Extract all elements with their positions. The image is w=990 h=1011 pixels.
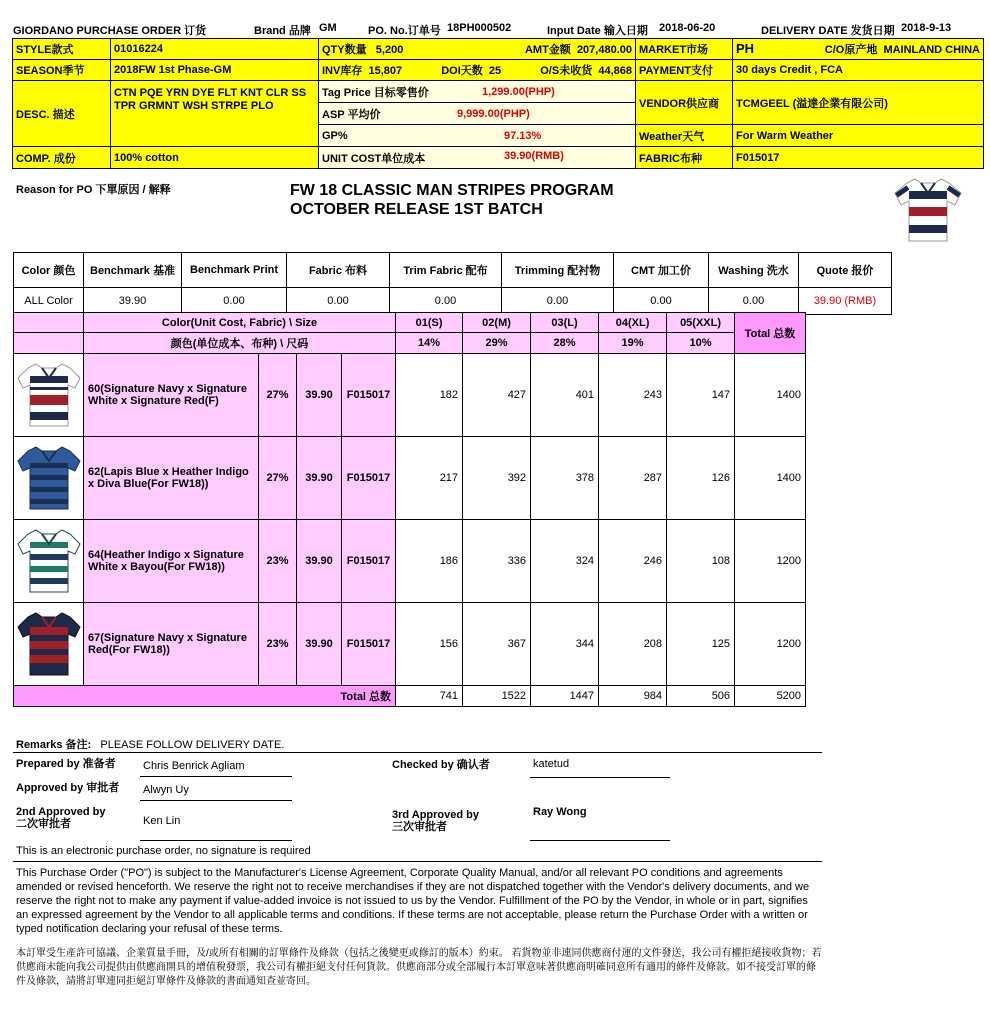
divider	[140, 800, 292, 801]
row-total: 1400	[735, 437, 806, 520]
row-qty-xxl: 125	[667, 603, 735, 686]
doi-label: DOI天数	[441, 65, 483, 77]
total-l: 1447	[531, 686, 599, 707]
row-pct: 23%	[259, 520, 297, 603]
shirt-icon	[16, 526, 82, 596]
shirt-icon	[16, 609, 82, 679]
input-date-value: 2018-06-20	[659, 22, 716, 34]
cost-value-trimming: 0.00	[502, 288, 614, 315]
unit-cost-label: UNIT COST单位成本	[322, 152, 426, 165]
program-headline	[290, 181, 614, 219]
doi-value: 25	[488, 65, 502, 77]
row-qty-s: 186	[396, 520, 463, 603]
third-approved-value: Ray Wong	[533, 806, 587, 818]
size-breakdown-table	[13, 312, 806, 707]
color-thumb	[14, 437, 84, 520]
tag-price-label: Tag Price 目标零售价	[322, 86, 429, 99]
amt-value: 207,480.00	[576, 44, 632, 56]
row-color-name: 60(Signature Navy x Signature White x Signature Red(F)	[84, 354, 259, 437]
row-qty-s: 156	[396, 603, 463, 686]
unit-cost-cell	[319, 147, 636, 169]
row-pct: 27%	[259, 354, 297, 437]
comp-value: 100% cotton	[111, 147, 319, 169]
divider	[13, 752, 822, 753]
prepared-by-label: Prepared by 准备者	[16, 758, 116, 770]
table-row	[14, 437, 806, 520]
delivery-date-label: DELIVERY DATE 发货日期	[761, 25, 895, 37]
desc-label: DESC. 描述	[13, 81, 111, 147]
vendor-value: TCMGEEL (溢達企業有限公司)	[733, 81, 984, 125]
reason-for-po-label: Reason for PO 下單原因 / 解释	[16, 184, 171, 196]
size-header-xxl: 05(XXL)	[667, 313, 735, 333]
gp-label: GP%	[322, 129, 348, 142]
market-co-cell	[733, 39, 984, 60]
row-cost: 39.90	[297, 603, 342, 686]
row-qty-l: 324	[531, 520, 599, 603]
comp-label: COMP. 成份	[13, 147, 111, 169]
size-header-color-en: Color(Unit Cost, Fabric) \ Size	[84, 313, 396, 333]
color-thumb	[14, 603, 84, 686]
shirt-icon	[16, 443, 82, 513]
size-pct-l: 28%	[531, 333, 599, 354]
delivery-date-value: 2018-9-13	[901, 22, 952, 34]
row-qty-xl: 246	[599, 520, 667, 603]
cost-header-cmt: CMT 加工价	[614, 253, 709, 288]
brand-label: Brand 品牌	[254, 25, 311, 37]
desc-value: CTN PQE YRN DYE FLT KNT CLR SS TPR GRMNT WSH STRPE PLO	[111, 81, 319, 147]
row-qty-l: 378	[531, 437, 599, 520]
row-qty-l: 401	[531, 354, 599, 437]
second-approved-label-cn: 二次审批者	[16, 818, 71, 830]
po-header-line	[13, 20, 983, 36]
row-pct: 23%	[259, 603, 297, 686]
headline-line-1: FW 18 CLASSIC MAN STRIPES PROGRAM	[290, 182, 614, 199]
total-xxl: 506	[667, 686, 735, 707]
table-row	[14, 354, 806, 437]
os-label: O/S未收货	[540, 65, 593, 77]
second-approved-label-en: 2nd Approved by	[16, 806, 106, 818]
color-thumb	[14, 354, 84, 437]
payment-label: PAYMENT支付	[636, 60, 733, 81]
season-value: 2018FW 1st Phase-GM	[111, 60, 319, 81]
prepared-by-value: Chris Benrick Agliam	[143, 760, 245, 772]
row-qty-xl: 243	[599, 354, 667, 437]
row-color-name: 62(Lapis Blue x Heather Indigo x Diva Blue(For FW18))	[84, 437, 259, 520]
row-qty-s: 182	[396, 354, 463, 437]
unit-cost-value: 39.90(RMB)	[504, 149, 564, 162]
fabric-value: F015017	[733, 147, 984, 169]
row-total: 1200	[735, 520, 806, 603]
size-header-m: 02(M)	[463, 313, 531, 333]
totals-row	[14, 686, 806, 707]
inventory-cell	[319, 60, 636, 81]
season-label: SEASON季节	[13, 60, 111, 81]
cost-header-washing: Washing 洗水	[709, 253, 799, 288]
cost-value-trim-fabric: 0.00	[390, 288, 502, 315]
gp-value: 97.13%	[504, 129, 542, 142]
row-qty-m: 336	[463, 520, 531, 603]
amt-label: AMT金额	[524, 44, 571, 56]
row-total: 1200	[735, 603, 806, 686]
inv-label: INV库存	[322, 65, 363, 77]
co-label: C/O原产地	[824, 44, 878, 56]
inv-value: 15,807	[368, 65, 403, 77]
row-cost: 39.90	[297, 437, 342, 520]
divider	[530, 840, 670, 841]
shirt-icon	[893, 175, 963, 245]
cost-value-benchmark-print: 0.00	[182, 288, 287, 315]
brand-value: GM	[319, 22, 337, 34]
cost-value-cmt: 0.00	[614, 288, 709, 315]
cost-header-trim-fabric: Trim Fabric 配布	[390, 253, 502, 288]
fabric-label: FABRIC布种	[636, 147, 733, 169]
terms-english: This Purchase Order ("PO") is subject to the Manufacturer's License Agreement, Corporate Quality Manual, and/or all relevant PO conditions and agreements amended or revised henceforth. We reserve the right not to receive merchandises if they are not dispatched together with the Vendor's delivery documents, and we reserve the right not to make any payment if value-added invoice is not issued to us by the Vendor. Fulfillment of the PO by the Vendor, in whole or in part, signifies an expressed agreement by the Vendor to all applicable terms and conditions. If these terms are not acceptable, please return the Purchase Order with a written or typed notification declaring your refusal of these terms.	[16, 867, 810, 935]
total-xl: 984	[599, 686, 667, 707]
color-thumb	[14, 520, 84, 603]
cost-header-fabric: Fabric 布料	[287, 253, 390, 288]
input-date-label: Input Date 输入日期	[547, 25, 648, 37]
row-qty-m: 427	[463, 354, 531, 437]
row-cost: 39.90	[297, 520, 342, 603]
remarks-label: Remarks 备注:	[16, 739, 92, 751]
size-header-s: 01(S)	[396, 313, 463, 333]
size-pct-m: 29%	[463, 333, 531, 354]
size-pct-xl: 19%	[599, 333, 667, 354]
market-value: PH	[736, 41, 755, 56]
po-title: GIORDANO PURCHASE ORDER 订货	[13, 25, 207, 37]
cost-value-benchmark: 39.90	[84, 288, 182, 315]
tag-price-value: 1,299.00(PHP)	[482, 85, 555, 98]
row-color-name: 64(Heather Indigo x Signature White x Bayou(For FW18))	[84, 520, 259, 603]
table-row	[14, 603, 806, 686]
row-color-name: 67(Signature Navy x Signature Red(For FW18))	[84, 603, 259, 686]
gp-cell	[319, 125, 636, 147]
qty-amt-cell	[319, 39, 636, 60]
cost-value-washing: 0.00	[709, 288, 799, 315]
second-approved-value: Ken Lin	[143, 815, 181, 827]
electronic-po-note: This is an electronic purchase order, no signature is required	[16, 845, 311, 857]
row-fabric: F015017	[342, 354, 396, 437]
co-value: MAINLAND CHINA	[883, 44, 980, 56]
row-total: 1400	[735, 354, 806, 437]
row-qty-l: 344	[531, 603, 599, 686]
third-approved-label-cn: 三次审批者	[392, 821, 447, 833]
cost-header-benchmark: Benchmark 基准	[84, 253, 182, 288]
second-approved-label	[16, 806, 105, 830]
po-info-table	[12, 38, 984, 169]
vendor-label: VENDOR供应商	[636, 81, 733, 125]
divider	[140, 776, 292, 777]
cost-value-fabric: 0.00	[287, 288, 390, 315]
cost-header-trimming: Trimming 配衬物	[502, 253, 614, 288]
row-cost: 39.90	[297, 354, 342, 437]
row-qty-xxl: 147	[667, 354, 735, 437]
style-label: STYLE款式	[13, 39, 111, 60]
row-qty-xxl: 126	[667, 437, 735, 520]
third-approved-label-en: 3rd Approved by	[392, 809, 479, 821]
po-number-label: PO. No.订单号	[368, 25, 441, 37]
divider	[140, 840, 292, 841]
row-qty-xl: 287	[599, 437, 667, 520]
cost-value-color: ALL Color	[14, 288, 84, 315]
os-value: 44,868	[598, 65, 632, 77]
row-fabric: F015017	[342, 437, 396, 520]
table-row	[14, 520, 806, 603]
size-header-blank	[14, 313, 84, 333]
checked-by-label: Checked by 确认者	[392, 759, 490, 771]
third-approved-label	[392, 809, 479, 833]
cost-header-benchmark-print: Benchmark Print	[182, 253, 287, 288]
divider	[530, 777, 670, 778]
row-pct: 27%	[259, 437, 297, 520]
remarks	[16, 736, 284, 752]
row-fabric: F015017	[342, 520, 396, 603]
cost-header-quote: Quote 报价	[799, 253, 892, 288]
po-number-value: 18PH000502	[447, 22, 512, 34]
row-qty-m: 367	[463, 603, 531, 686]
approved-by-value: Alwyn Uy	[143, 784, 189, 796]
grand-total: 5200	[735, 686, 806, 707]
divider	[13, 861, 822, 862]
qty-value: 5,200	[375, 44, 404, 56]
payment-value: 30 days Credit , FCA	[733, 60, 984, 81]
cost-header-color: Color 颜色	[14, 253, 84, 288]
asp-label: ASP 平均价	[322, 108, 381, 121]
size-header-total: Total 总数	[735, 313, 806, 354]
total-s: 741	[396, 686, 463, 707]
row-qty-xxl: 108	[667, 520, 735, 603]
market-label: MARKET市场	[636, 39, 733, 60]
shirt-icon	[16, 360, 82, 430]
row-qty-xl: 208	[599, 603, 667, 686]
checked-by-value: katetud	[533, 758, 570, 770]
remarks-value: PLEASE FOLLOW DELIVERY DATE.	[100, 739, 285, 751]
size-header-blank-2	[14, 333, 84, 354]
size-header-xl: 04(XL)	[599, 313, 667, 333]
style-value: 01016224	[111, 39, 319, 60]
weather-label: Weather天气	[636, 125, 733, 147]
qty-label: QTY数量	[322, 44, 367, 56]
asp-value: 9,999.00(PHP)	[457, 107, 530, 120]
headline-line-2: OCTOBER RELEASE 1ST BATCH	[290, 201, 543, 218]
total-m: 1522	[463, 686, 531, 707]
approved-by-label: Approved by 审批者	[16, 782, 120, 794]
size-pct-xxl: 10%	[667, 333, 735, 354]
terms-chinese: 本訂單受生產許可協議、企業質量手冊，及/或所有相關的訂單條件及條款（包括之後變更或修訂的版本）約束。 若貨物並非連同供應商付運的文件發送，我公司有權拒絕接收貨物；若供應商未能向我公司提供由供應商開具的增值稅發票，我公司有權拒絕支付任何貨款。供應商部分或全部履行本訂單意味著供應商明確同意所有適用的條件及條款。如不接受訂單的條件及條款，請將訂單連同拒絕訂單條件及條款的書面通知查並寄回。	[16, 948, 822, 987]
row-qty-m: 392	[463, 437, 531, 520]
totals-label: Total 总数	[14, 686, 396, 707]
size-header-l: 03(L)	[531, 313, 599, 333]
price-cell	[319, 81, 636, 125]
row-fabric: F015017	[342, 603, 396, 686]
row-qty-s: 217	[396, 437, 463, 520]
cost-value-quote: 39.90 (RMB)	[799, 288, 892, 315]
weather-value: For Warm Weather	[733, 125, 984, 147]
size-pct-s: 14%	[396, 333, 463, 354]
cost-breakdown-table	[13, 252, 892, 315]
size-header-color-cn: 颜色(单位成本、布种) \ 尺码	[84, 333, 396, 354]
